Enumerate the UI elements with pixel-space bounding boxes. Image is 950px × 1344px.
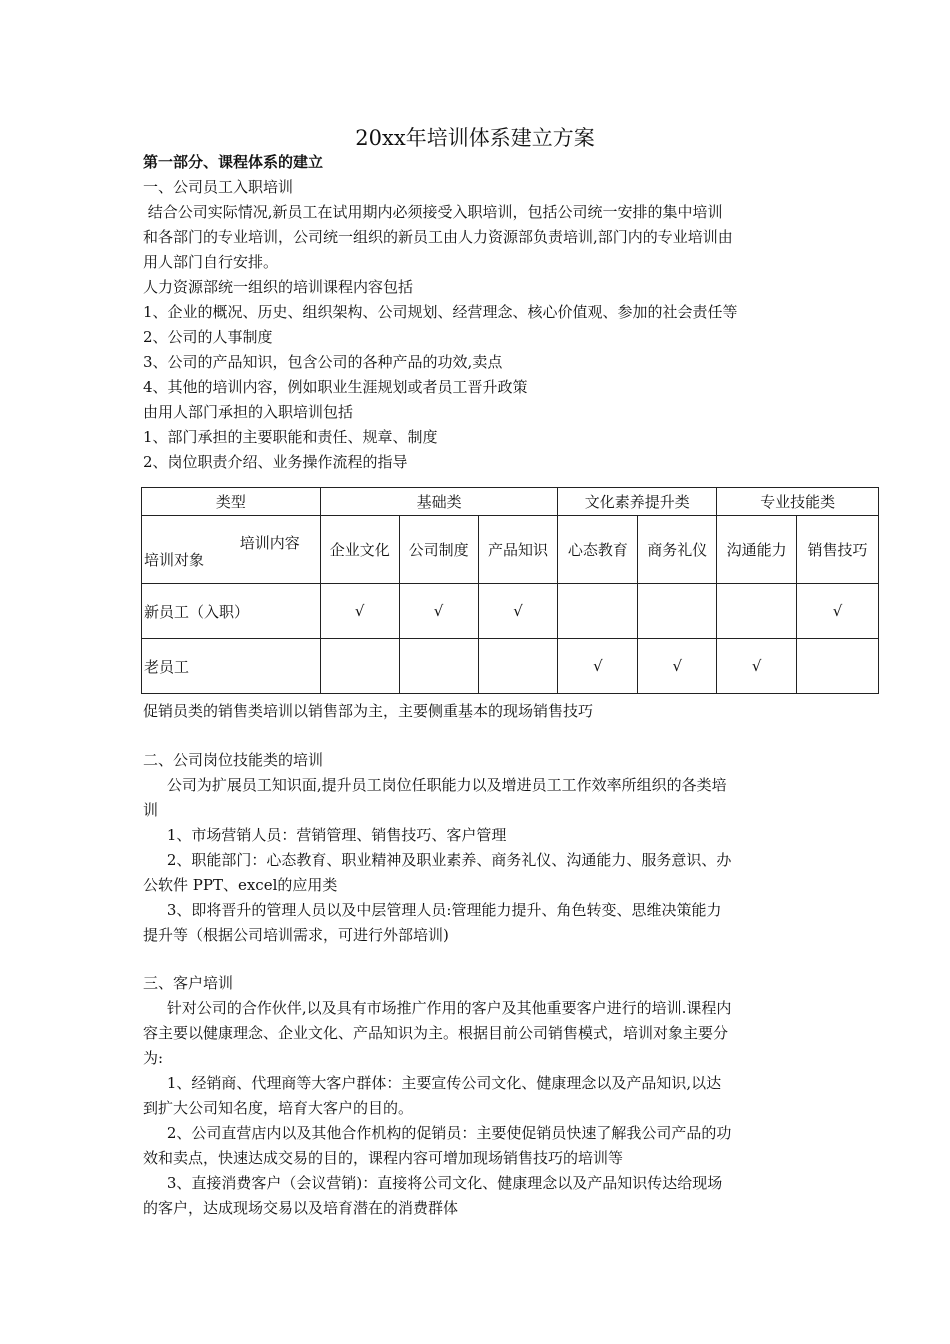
check-cell <box>478 639 558 694</box>
header-type: 类型 <box>142 488 321 516</box>
course-cell: 公司制度 <box>399 516 478 584</box>
s2-item: 1、市场营销人员：营销管理、销售技巧、客户管理 <box>143 826 507 844</box>
check-cell <box>797 639 879 694</box>
s3-item: 效和卖点，快速达成交易的目的，课程内容可增加现场销售技巧的培训等 <box>143 1149 624 1167</box>
check-cell: √ <box>797 584 879 639</box>
check-cell: √ <box>478 584 558 639</box>
s2-item: 2、职能部门：心态教育、职业精神及职业素养、商务礼仪、沟通能力、服务意识、办 <box>143 851 732 869</box>
check-cell <box>638 584 717 639</box>
table-header-row <box>142 488 879 516</box>
check-cell: √ <box>717 639 797 694</box>
s1-hr-item: 2、公司的人事制度 <box>143 328 273 346</box>
s1-hr-item: 3、公司的产品知识，包含公司的各种产品的功效,卖点 <box>143 353 503 371</box>
course-cell: 商务礼仪 <box>638 516 717 584</box>
header-group: 专业技能类 <box>717 488 879 516</box>
diag-bottom-label: 培训对象 <box>144 551 205 569</box>
doc-title: 20xx年培训体系建立方案 <box>355 126 595 150</box>
row-label: 老员工 <box>142 639 321 694</box>
s3-item: 到扩大公司知名度，培育大客户的目的。 <box>143 1099 414 1117</box>
s2-item: 3、即将晋升的管理人员以及中层管理人员:管理能力提升、角色转变、思维决策能力 <box>143 901 722 919</box>
header-group: 基础类 <box>320 488 558 516</box>
check-cell <box>558 584 638 639</box>
s1-dept-item: 1、部门承担的主要职能和责任、规章、制度 <box>143 428 438 446</box>
s1-hr-item: 1、企业的概况、历史、组织架构、公司规划、经营理念、核心价值观、参加的社会责任等 <box>143 303 738 321</box>
check-cell <box>320 639 399 694</box>
s1-paragraph-line: 结合公司实际情况,新员工在试用期内必须接受入职培训，包括公司统一安排的集中培训 <box>143 203 723 221</box>
s2-paragraph-line: 公司为扩展员工知识面,提升员工岗位任职能力以及增进员工工作效率所组织的各类培 <box>143 776 727 794</box>
s3-paragraph-line: 容主要以健康理念、企业文化、产品知识为主。根据目前公司销售模式，培训对象主要分 <box>143 1024 729 1042</box>
course-cell: 沟通能力 <box>717 516 797 584</box>
course-cell: 销售技巧 <box>797 516 879 584</box>
check-cell <box>717 584 797 639</box>
s3-heading: 三、客户培训 <box>143 974 234 992</box>
s1-hr-intro: 人力资源部统一组织的培训课程内容包括 <box>143 278 414 296</box>
s3-item: 2、公司直营店内以及其他合作机构的促销员：主要使促销员快速了解我公司产品的功 <box>143 1124 732 1142</box>
course-cell: 心态教育 <box>558 516 638 584</box>
course-cell: 企业文化 <box>320 516 399 584</box>
s3-paragraph-line: 为: <box>143 1049 164 1067</box>
check-cell: √ <box>558 639 638 694</box>
training-matrix-table <box>141 487 879 694</box>
table-row <box>142 584 879 639</box>
table-note: 促销员类的销售类培训以销售部为主，主要侧重基本的现场销售技巧 <box>143 702 594 720</box>
s3-item: 3、直接消费客户（会议营销)：直接将公司文化、健康理念以及产品知识传达给现场 <box>143 1174 723 1192</box>
row-label: 新员工（入职） <box>142 584 321 639</box>
s3-item: 1、经销商、代理商等大客户群体：主要宣传公司文化、健康理念以及产品知识,以达 <box>143 1074 722 1092</box>
s1-dept-item: 2、岗位职责介绍、业务操作流程的指导 <box>143 453 408 471</box>
header-group: 文化素养提升类 <box>558 488 717 516</box>
course-cell: 产品知识 <box>478 516 558 584</box>
s2-paragraph-line: 训 <box>143 801 159 819</box>
s1-paragraph-line: 用人部门自行安排。 <box>143 253 279 271</box>
s1-paragraph-line: 和各部门的专业培训，公司统一组织的新员工由人力资源部负责培训,部门内的专业培训由 <box>143 228 733 246</box>
diag-top-label: 培训内容 <box>239 534 300 552</box>
check-cell: √ <box>399 584 478 639</box>
check-cell <box>399 639 478 694</box>
s2-item: 公软件 PPT、excel的应用类 <box>143 876 338 894</box>
check-cell: √ <box>638 639 717 694</box>
table-course-row <box>142 516 879 584</box>
check-cell: √ <box>320 584 399 639</box>
diagonal-header-cell <box>142 516 321 584</box>
s2-heading: 二、公司岗位技能类的培训 <box>143 751 324 769</box>
s3-item: 的客户，达成现场交易以及培育潜在的消费群体 <box>143 1199 459 1217</box>
table-row <box>142 639 879 694</box>
s1-dept-intro: 由用人部门承担的入职培训包括 <box>143 403 354 421</box>
s2-item: 提升等（根据公司培训需求，可进行外部培训) <box>143 926 449 944</box>
s3-paragraph-line: 针对公司的合作伙伴,以及具有市场推广作用的客户及其他重要客户进行的培训.课程内 <box>143 999 732 1017</box>
part1-heading: 第一部分、课程体系的建立 <box>143 153 324 171</box>
s1-hr-item: 4、其他的培训内容，例如职业生涯规划或者员工晋升政策 <box>143 378 528 396</box>
s1-heading: 一、公司员工入职培训 <box>143 178 294 196</box>
